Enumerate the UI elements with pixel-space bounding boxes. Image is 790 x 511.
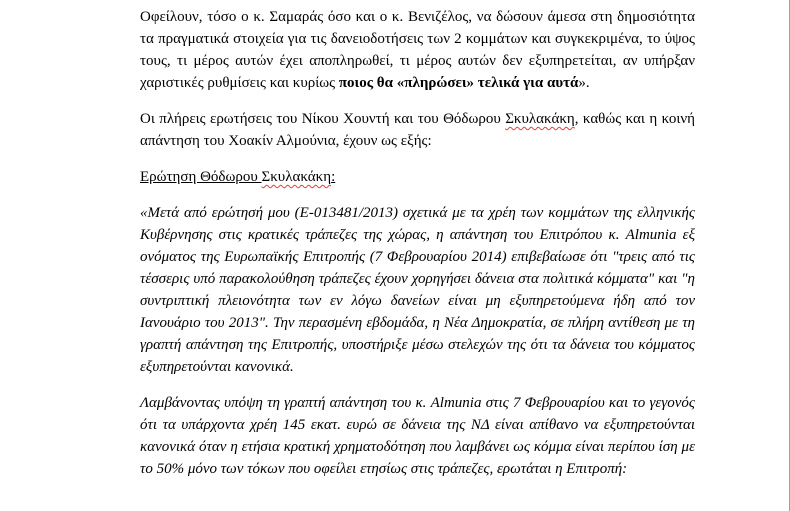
paragraph-intro — [140, 108, 695, 152]
spellcheck-word-heading[interactable]: Σκυλακάκη — [261, 169, 332, 185]
paragraph-demand-end: ». — [578, 75, 590, 91]
question-body: «Μετά από ερώτησή μου (E-013481/2013) σχετικά με τα χρέη των κομμάτων της ελληνικής Κυβέρνησης στις κρατικές τράπεζες της χώρας, η απάντηση του Επιτρόπου κ. Almunia εξ ονόματος της Ευρωπαϊκής Επιτροπής (7 Φεβρουαρίου 2014) επιβεβαίωσε ότι "τρεις από τις τέσσερις υπό παρακολούθηση τράπεζες έχουν χορηγήσει δάνεια στα πολιτικά κόμματα" και "η συντριπτική πλειονότητα των εν λόγω δανείων είναι μη εξυπηρετούμενα ήδη από τον Ιανουάριο του 2013". Την περασμένη εβδομάδα, η Νέα Δημοκρατία, σε πλήρη αντίθεση με τη γραπτή απάντηση της Επιτροπής, υποστήριξε μέσω στελεχών της ότι τα δάνεια του κόμματος εξυπηρετούνται κανονικά. — [140, 205, 695, 375]
question-heading-colon: : — [331, 169, 336, 185]
question-followup: Λαμβάνοντας υπόψη τη γραπτή απάντηση του κ. Almunia στις 7 Φεβρουαρίου και το γεγονός ότι τα υπάρχοντα χρέη 145 εκατ. ευρώ σε δάνεια της ΝΔ είναι απίθανο να εξυπηρετούνται κανονικά όταν η ετήσια κρατική χρηματοδότηση που λαμβάνει ως κόμμα είναι περίπου ίση με το 50% μόνο των τόκων που οφείλει ετησίως στις τράπεζες, ερωτάται η Επιτροπή: — [140, 395, 695, 477]
document-body — [140, 6, 695, 480]
question-heading — [140, 166, 695, 188]
paragraph-demand-bold: ποιος θα «πληρώσει» τελικά για αυτά — [338, 75, 579, 91]
spellcheck-word[interactable]: Σκυλακάκη — [505, 111, 575, 127]
paragraph-intro-text-a: Οι πλήρεις ερωτήσεις του Νίκου Χουντή και του Θόδωρου — [140, 111, 506, 127]
paragraph-demand-text: Οφείλουν, τόσο ο κ. Σαμαράς όσο και ο κ. Βενιζέλος, να δώσουν άμεσα στη δημοσιότητα τα πραγματικά στοιχεία για τις δανειοδοτήσεις των 2 κομμάτων και συγκεκριμένα, το ύψος τους, τι μέρος αυτών έχει αποπληρωθεί, τι μέρος αυτών δεν εξυπηρετείται, αν υπήρξαν χαριστικές ρυθμίσεις και κυρίως — [140, 9, 695, 91]
paragraph-intro-text-b: , καθώς και η κοινή απάντηση του Χοακίν Αλμούνια, έχουν ως εξής: — [140, 111, 695, 149]
question-heading-text: Ερώτηση Θόδωρου — [140, 169, 262, 185]
paragraph-demand — [140, 6, 695, 94]
